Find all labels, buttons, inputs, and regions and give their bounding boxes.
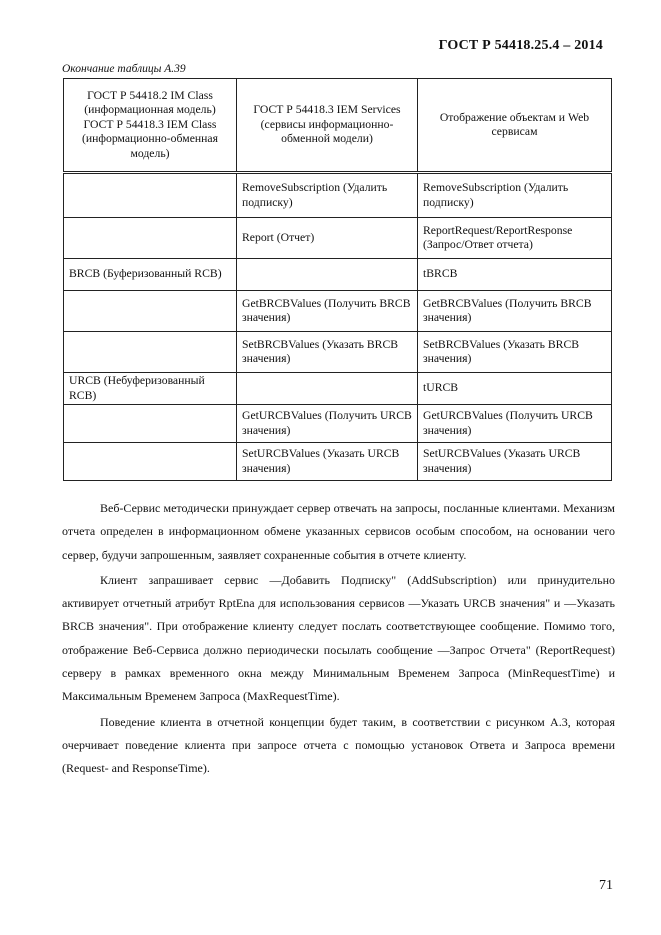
cell-class	[64, 332, 237, 373]
cell-service	[237, 373, 418, 405]
cell-mapping: ReportRequest/ReportResponse (Запрос/Ответ отчета)	[418, 218, 612, 259]
cell-class	[64, 291, 237, 332]
table-row	[64, 218, 612, 259]
paragraph: Веб-Сервис методически принуждает сервер отвечать на запросы, посланные клиентами. Механизм отчета определен в информационном обмене указанных сервисов особым способом, на основании чего сервер, будучи запрошенным, заявляет сохраненные события в отчете клиенту.	[62, 501, 615, 562]
table-row	[64, 405, 612, 443]
header-im-class: ГОСТ Р 54418.2 IM Class (информационная модель) ГОСТ Р 54418.3 IEM Class (информационно-обменная модель)	[64, 79, 237, 173]
cell-service: GetBRCBValues (Получить BRCB значения)	[237, 291, 418, 332]
table-row	[64, 443, 612, 481]
header-iem-services: ГОСТ Р 54418.3 IEM Services (сервисы информационно-обменной модели)	[237, 79, 418, 173]
paragraph: Поведение клиента в отчетной концепции будет таким, в соответствии с рисунком А.3, которая очерчивает поведение клиента при запросе отчета с помощью установок Ответа и Запроса времени (Request- and ResponseTime).	[62, 714, 615, 776]
table-caption: Окончание таблицы А.39	[62, 63, 186, 75]
mapping-table	[63, 78, 612, 481]
cell-service: GetURCBValues (Получить URCB значения)	[237, 405, 418, 443]
cell-mapping: tBRCB	[418, 259, 612, 291]
cell-class: URCB (Небуферизованный RCB)	[64, 373, 237, 405]
cell-class	[64, 443, 237, 481]
cell-class	[64, 173, 237, 218]
header-web-mapping: Отображение объектам и Web сервисам	[418, 79, 612, 173]
cell-mapping: tURCB	[418, 373, 612, 405]
cell-mapping: GetBRCBValues (Получить BRCB значения)	[418, 291, 612, 332]
table-row	[64, 173, 612, 218]
paragraph: Клиент запрашивает сервис ―Добавить Подписку" (AddSubscription) или принудительно активирует отчетный атрибут RptEna для использования сервисов ―Указать URCB значения" и ―Указать BRCB значения". При отображение клиенту следует послать соответствующее сообщение. Помимо того, отображение Веб-Сервиса должно периодически посылать сообщение ―Запрос Отчета" (ReportRequest) серверу в рамках временного окна между Минимальным Временем Запроса (MinRequestTime) и Максимальным Временем Запроса (MaxRequestTime).	[62, 572, 615, 704]
table-row	[64, 373, 612, 405]
cell-mapping: SetURCBValues (Указать URCB значения)	[418, 443, 612, 481]
cell-service: RemoveSubscription (Удалить подписку)	[237, 173, 418, 218]
cell-mapping: RemoveSubscription (Удалить подписку)	[418, 173, 612, 218]
cell-class	[64, 218, 237, 259]
table-row	[64, 259, 612, 291]
table-row	[64, 332, 612, 373]
table-row	[64, 291, 612, 332]
document-header: ГОСТ Р 54418.25.4 – 2014	[438, 38, 603, 53]
cell-service: SetBRCBValues (Указать BRCB значения)	[237, 332, 418, 373]
cell-service	[237, 259, 418, 291]
page-number: 71	[599, 878, 613, 893]
cell-mapping: SetBRCBValues (Указать BRCB значения)	[418, 332, 612, 373]
cell-service: Report (Отчет)	[237, 218, 418, 259]
cell-mapping: GetURCBValues (Получить URCB значения)	[418, 405, 612, 443]
cell-service: SetURCBValues (Указать URCB значения)	[237, 443, 418, 481]
table-header-row	[64, 79, 612, 173]
cell-class: BRCB (Буферизованный RCB)	[64, 259, 237, 291]
body-text	[62, 497, 615, 781]
cell-class	[64, 405, 237, 443]
